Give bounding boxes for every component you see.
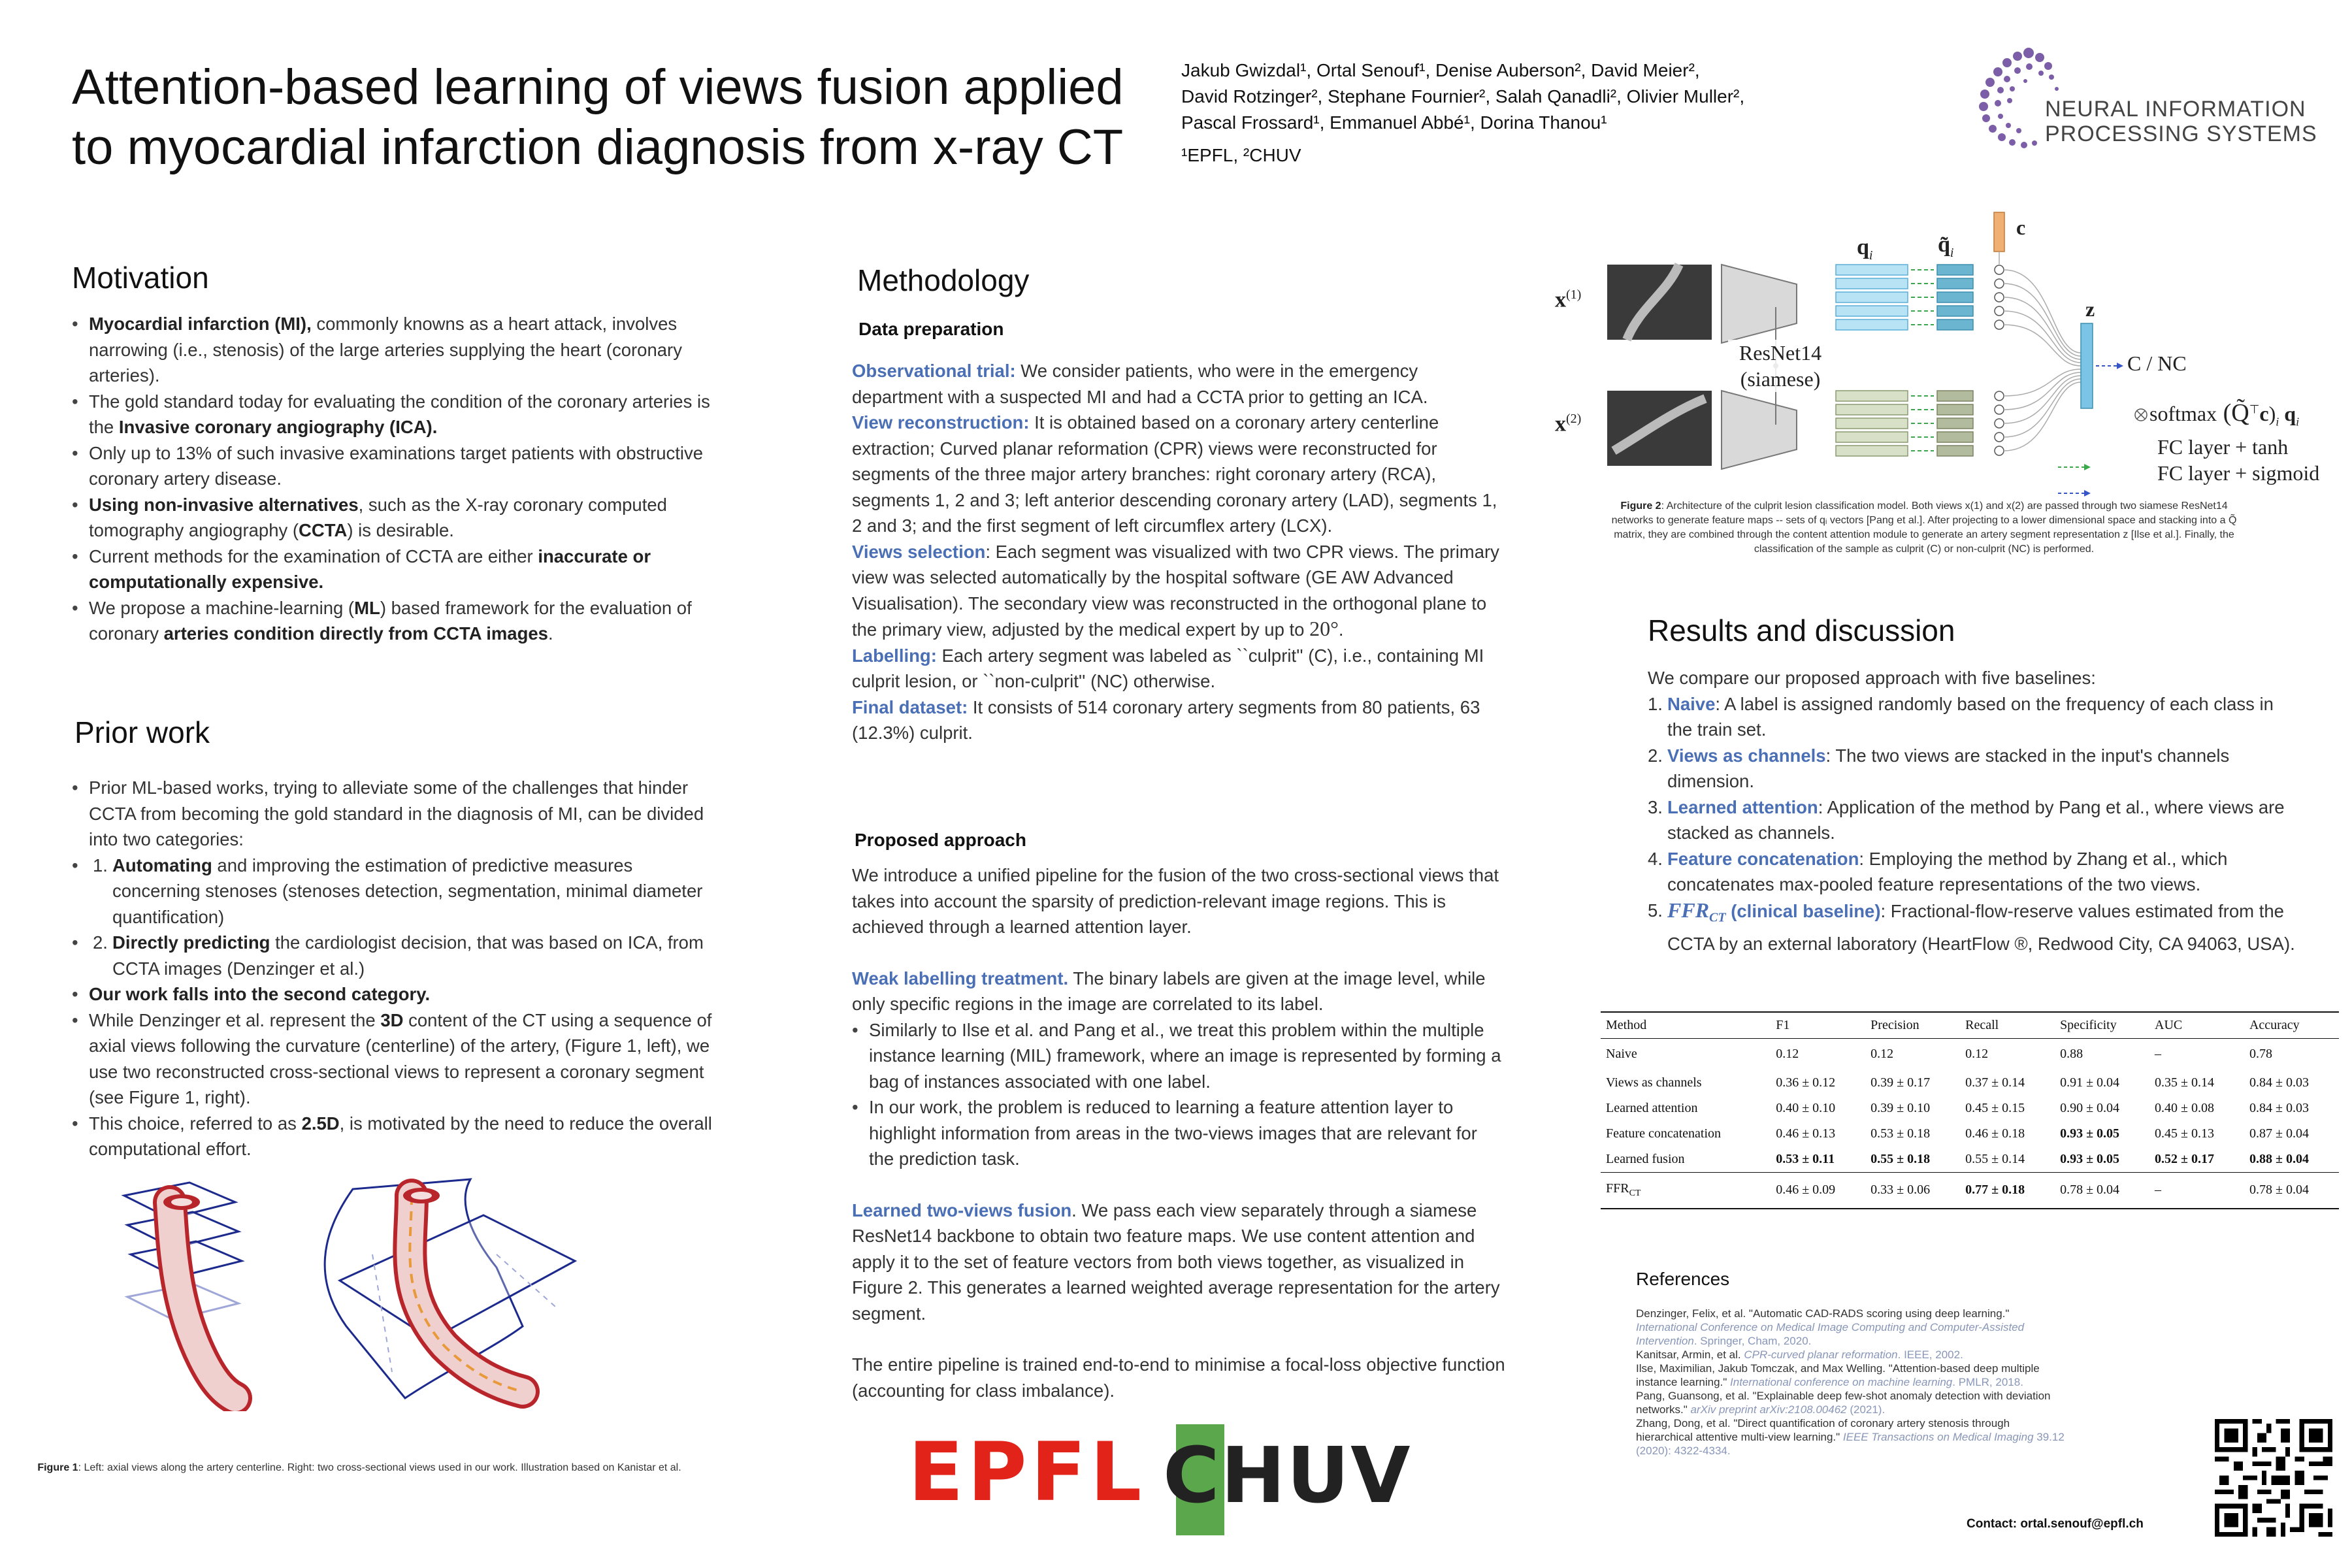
text: the cardiologist decision, that was based on ICA, from CCTA images (Denzinger et al.) bbox=[112, 932, 704, 979]
references-list bbox=[1636, 1307, 2067, 1458]
keyword: 2.5D bbox=[301, 1113, 340, 1134]
item-number: 2. bbox=[1648, 745, 1663, 766]
figure1-illustration bbox=[105, 1176, 679, 1411]
keyword: inaccurate or computationally expensive. bbox=[89, 546, 651, 592]
data-preparation-text bbox=[852, 358, 1505, 746]
input-view1-image bbox=[1607, 265, 1712, 340]
table-cell: 0.53 ± 0.11 bbox=[1776, 1151, 1835, 1166]
paragraph: We introduce a unified pipeline for the fusion of the two cross-sectional views that takes into account the sparsity of prediction-relevant image regions. This is achieved through a learned attention layer. bbox=[852, 865, 1499, 937]
paragraph bbox=[852, 539, 1505, 643]
list-item bbox=[72, 492, 725, 544]
text: Each artery segment was labeled as ``culprit'' (C), i.e., containing MI culprit lesion, or ``non-culprit'' (NC) otherwise. bbox=[852, 645, 1484, 691]
table-cell: Naive bbox=[1606, 1047, 1637, 1062]
item-number: • 2. bbox=[93, 932, 108, 953]
proposed-approach-text bbox=[852, 862, 1505, 1403]
prior-work-section bbox=[72, 775, 725, 1162]
list-item bbox=[852, 1094, 1505, 1172]
table-cell: 0.35 ± 0.14 bbox=[2155, 1075, 2214, 1090]
paragraph bbox=[852, 410, 1505, 539]
backbone-name: ResNet14 bbox=[1739, 341, 1822, 365]
table-cell: 0.93 ± 0.05 bbox=[2060, 1126, 2120, 1141]
reference-item bbox=[1636, 1307, 2067, 1348]
legend-fc-tanh: FC layer + tanh bbox=[2157, 435, 2289, 459]
table-cell: 0.52 ± 0.17 bbox=[2155, 1151, 2214, 1166]
keyword: Directly predicting bbox=[112, 932, 270, 953]
list-item bbox=[72, 1111, 725, 1162]
label-c: c bbox=[2016, 216, 2026, 239]
neurips-logo-text bbox=[2045, 97, 2317, 146]
table-header-cell: Method bbox=[1606, 1018, 1647, 1032]
label-output: C / NC bbox=[2127, 351, 2187, 375]
text: It is obtained based on a coronary artery centerline extraction; Curved planar reformation (CPR) views were reconstructed for segments of the three major artery branches: right coronary artery (RCA), segments 1, 2 and 3; left anterior descending coronary artery (LAD), segments 1, 2 and 3; and the first segment of left circumflex artery (LCX). bbox=[852, 412, 1497, 536]
table-cell: 0.12 bbox=[1965, 1047, 1989, 1062]
table-cell: 0.36 ± 0.12 bbox=[1776, 1075, 1836, 1090]
c-vector bbox=[1994, 212, 2004, 252]
table-cell: 0.87 ± 0.04 bbox=[2249, 1126, 2309, 1141]
text: . bbox=[547, 623, 553, 644]
z-vector bbox=[2081, 323, 2093, 408]
prior-work-heading: Prior work bbox=[74, 715, 210, 749]
item-number: • 1. bbox=[93, 855, 108, 875]
label-z: z bbox=[2085, 297, 2095, 321]
method-sub: CT bbox=[1629, 1188, 1641, 1199]
list-item bbox=[72, 311, 725, 389]
table-cell: 0.84 ± 0.03 bbox=[2249, 1100, 2309, 1115]
ref-venue: CPR-curved planar reformation bbox=[1744, 1348, 1898, 1361]
table-cell: 0.88 ± 0.04 bbox=[2249, 1151, 2309, 1166]
poster-title: Attention-based learning of views fusion applied to myocardial infarction diagnosis from x-ray CT bbox=[72, 59, 1124, 175]
motivation-heading: Motivation bbox=[72, 261, 209, 295]
table-row bbox=[1601, 1070, 2339, 1096]
ref-venue: arXiv preprint arXiv:2108.00462 bbox=[1690, 1403, 1847, 1416]
ref-year: 39.12 (2020): 4322-4334. bbox=[1636, 1431, 2065, 1457]
q-vectors-view2 bbox=[1836, 391, 1908, 456]
keyword: Final dataset: bbox=[852, 696, 968, 717]
paragraph bbox=[852, 643, 1505, 694]
text: While Denzinger et al. represent the bbox=[89, 1009, 381, 1030]
table-cell: 0.91 ± 0.04 bbox=[2060, 1075, 2120, 1090]
paragraph bbox=[852, 1198, 1505, 1327]
keyword: Learned attention bbox=[1667, 796, 1818, 817]
text: : A label is assigned randomly based on the frequency of each class in the train set. bbox=[1667, 693, 2274, 740]
figure2-caption bbox=[1607, 499, 2241, 557]
qtilde-view1 bbox=[1937, 265, 1973, 330]
text: We propose a machine-learning ( bbox=[89, 597, 355, 618]
label-x1 bbox=[1555, 287, 1581, 312]
table-cell: 0.78 bbox=[2249, 1047, 2272, 1062]
attention-nodes bbox=[1995, 265, 2004, 455]
keyword-sub: CT bbox=[1709, 910, 1726, 924]
ref-year: . PMLR, 2018. bbox=[1952, 1376, 2023, 1388]
text: ) is desirable. bbox=[347, 520, 454, 540]
author-line: Pascal Frossard¹, Emmanuel Abbé¹, Dorina Thanou¹ bbox=[1181, 112, 1607, 133]
numbered-item bbox=[1627, 846, 2301, 898]
ref-text: Zhang, Dong, et al. "Direct quantification of coronary artery stenosis through hierarchical attentive multi-view learning." bbox=[1636, 1417, 2010, 1443]
keyword: Myocardial infarction (MI), bbox=[89, 314, 312, 334]
caption-text: : Architecture of the culprit lesion classification model. Both views x(1) and x(2) are passed through two siamese ResNet14 networks to generate feature maps -- sets of qᵢ vectors [Pang et al.]. After projecting to a lower dimensional space and stacking into a Q̃ matrix, they are combined through the content attention module to generate an artery segment representation z [Ilse et al.]. Finally, the classification of the sample as culprit (C) or non-culprit (NC) is performed. bbox=[1611, 500, 2237, 555]
table-cell: 0.12 bbox=[1776, 1047, 1799, 1062]
table-cell: 0.45 ± 0.13 bbox=[2155, 1126, 2214, 1141]
keyword: View reconstruction: bbox=[852, 412, 1030, 433]
subscript: i bbox=[1869, 248, 1873, 263]
list-item bbox=[72, 595, 725, 647]
table-cell: – bbox=[2155, 1047, 2162, 1062]
numbered-item bbox=[1627, 898, 2301, 957]
table-row bbox=[1601, 1147, 2339, 1173]
keyword: Using non-invasive alternatives bbox=[89, 494, 359, 515]
text: , such as the X-ray coronary computed tomography angiography ( bbox=[89, 494, 667, 540]
ref-text: Denzinger, Felix, et al. "Automatic CAD-RADS scoring using deep learning." bbox=[1636, 1307, 2010, 1320]
list-item bbox=[72, 1007, 725, 1111]
keyword: Views selection bbox=[852, 541, 986, 562]
reference-item bbox=[1636, 1348, 2067, 1362]
caption-label: Figure 2 bbox=[1620, 500, 1661, 512]
table-row bbox=[1601, 1039, 2339, 1070]
table-header-cell: AUC bbox=[2155, 1018, 2183, 1032]
item-number: 5. bbox=[1648, 900, 1663, 921]
table-cell: 0.93 ± 0.05 bbox=[2060, 1151, 2120, 1166]
table-header-cell: Precision bbox=[1870, 1018, 1919, 1032]
backbone-note: (siamese) bbox=[1740, 367, 1821, 391]
legend-fc-sigmoid: FC layer + sigmoid bbox=[2157, 461, 2320, 485]
text: This choice, referred to as bbox=[89, 1113, 302, 1134]
list-item bbox=[72, 775, 725, 981]
text: Only up to 13% of such invasive examinations target patients with obstructive coronary artery disease. bbox=[89, 442, 704, 489]
keyword: Labelling: bbox=[852, 645, 937, 666]
qr-code-icon[interactable] bbox=[2215, 1419, 2332, 1537]
text: It consists of 514 coronary artery segments from 80 patients, 63 (12.3%) culprit. bbox=[852, 696, 1480, 743]
ref-year: . Springer, Cham, 2020. bbox=[1693, 1335, 1812, 1347]
keyword: arteries condition directly from CCTA images bbox=[163, 623, 548, 644]
method-name: FFR bbox=[1606, 1181, 1629, 1196]
numbered-item bbox=[1627, 691, 2301, 743]
numbered-item bbox=[1627, 794, 2301, 846]
text: : Fractional-flow-reserve values estimated from the CCTA by an external laboratory (HeartFlow ®, Redwood City, CA 94063, USA). bbox=[1667, 900, 2295, 954]
table-cell: Learned fusion bbox=[1606, 1151, 1685, 1166]
table-cell: 0.55 ± 0.18 bbox=[1870, 1151, 1931, 1166]
table-cell: 0.40 ± 0.08 bbox=[2155, 1100, 2214, 1115]
text: The binary labels are given at the image level, while only specific regions in the image are correlated to its label. bbox=[852, 968, 1486, 1014]
baseline-list-item5 bbox=[1627, 898, 2301, 957]
table-cell: 0.33 ± 0.06 bbox=[1870, 1183, 1931, 1198]
text: : Application of the method by Pang et al., where views are stacked as channels. bbox=[1667, 796, 2285, 843]
item-number: 3. bbox=[1648, 796, 1663, 817]
item-number: 1. bbox=[1648, 693, 1663, 714]
table-cell: 0.90 ± 0.04 bbox=[2060, 1100, 2120, 1115]
table-cell: 0.78 ± 0.04 bbox=[2249, 1183, 2309, 1198]
keyword: 3D bbox=[380, 1009, 404, 1030]
table-cell: 0.40 ± 0.10 bbox=[1776, 1100, 1836, 1115]
ref-text: Kanitsar, Armin, et al. bbox=[1636, 1348, 1744, 1361]
table-cell: Feature concatenation bbox=[1606, 1126, 1722, 1141]
list-item bbox=[72, 440, 725, 492]
text: ) based framework for the evaluation of coronary bbox=[89, 597, 692, 644]
results-table bbox=[1601, 1011, 2339, 1209]
text: commonly knowns as a heart attack, involves narrowing (i.e., stenosis) of the large arteries supplying the heart (coronary arteries). bbox=[89, 314, 682, 385]
keyword: Weak labelling treatment. bbox=[852, 968, 1069, 988]
keyword: Invasive coronary angiography (ICA). bbox=[118, 417, 438, 437]
logo-line: NEURAL INFORMATION bbox=[2045, 97, 2306, 122]
author-list bbox=[1181, 57, 1808, 136]
table-body bbox=[1601, 1039, 2339, 1209]
contact-email[interactable]: Contact: ortal.senouf@epfl.ch bbox=[1967, 1517, 2144, 1531]
paragraph: The entire pipeline is trained end-to-end to minimise a focal-loss objective function (accounting for class imbalance). bbox=[852, 1354, 1505, 1401]
keyword: ML bbox=[354, 597, 380, 618]
paragraph bbox=[852, 966, 1505, 1017]
label-q bbox=[1857, 235, 1872, 263]
keyword: (clinical baseline) bbox=[1725, 900, 1881, 921]
text: Prior ML-based works, trying to alleviate some of the challenges that hinder CCTA from becoming the gold standard in the diagnosis of MI, can be divided into two categories: bbox=[89, 777, 704, 849]
table-cell: 0.39 ± 0.17 bbox=[1870, 1075, 1931, 1090]
resnet-encoder1 bbox=[1722, 265, 1797, 343]
table-header-cell: Recall bbox=[1965, 1018, 1999, 1032]
table-cell: 0.46 ± 0.13 bbox=[1776, 1126, 1836, 1141]
affiliations: ¹EPFL, ²CHUV bbox=[1181, 145, 1301, 165]
table-cell: Learned attention bbox=[1606, 1100, 1698, 1115]
qtilde-view2 bbox=[1937, 391, 1973, 456]
keyword: CCTA bbox=[299, 520, 348, 540]
keyword: Automating bbox=[112, 855, 212, 875]
table-row bbox=[1601, 1121, 2339, 1147]
keyword: Views as channels bbox=[1667, 745, 1826, 766]
list-item bbox=[72, 389, 725, 440]
table-cell: 0.77 ± 0.18 bbox=[1965, 1183, 2025, 1198]
list-item bbox=[852, 1017, 1505, 1095]
legend-text: softmax bbox=[2149, 402, 2217, 425]
logo-line: PROCESSING SYSTEMS bbox=[2045, 122, 2317, 146]
text: Similarly to Ilse et al. and Pang et al., we treat this problem within the multiple instance learning (MIL) framework, where an image is represented by forming a bag of instances associated with one label. bbox=[869, 1019, 1501, 1092]
label-qtilde bbox=[1938, 233, 1953, 261]
keyword: Learned two-views fusion bbox=[852, 1200, 1072, 1220]
text: content of the CT using a sequence of axial views following the curvature (centerline) of the artery, (Figure 1, left), we use two reconstructed cross-sectional views to represent a coronary segment (see Figure 1, right). bbox=[89, 1009, 712, 1107]
subscript: i bbox=[1950, 245, 1954, 260]
table-cell: 0.46 ± 0.09 bbox=[1776, 1183, 1836, 1198]
table-row bbox=[1601, 1096, 2339, 1121]
text: In our work, the problem is reduced to learning a feature attention layer to highlight information from areas in the two-views images that are relevant for the prediction task. bbox=[869, 1097, 1477, 1169]
numbered-item bbox=[72, 853, 725, 930]
figure1-caption bbox=[33, 1461, 686, 1475]
data-preparation-heading: Data preparation bbox=[858, 319, 1004, 339]
methodology-heading: Methodology bbox=[857, 263, 1030, 297]
symbol: q̃ bbox=[1938, 233, 1950, 257]
text: and improving the estimation of predictive measures concerning stenoses (stenoses detection, segmentation, minimal diameter quantification) bbox=[112, 855, 703, 927]
keyword: Feature concatenation bbox=[1667, 848, 1859, 869]
list-item bbox=[72, 981, 725, 1007]
paragraph bbox=[852, 358, 1505, 410]
table-cell: 0.46 ± 0.18 bbox=[1965, 1126, 2025, 1141]
table-cell: 0.45 ± 0.15 bbox=[1965, 1100, 2025, 1115]
table-cell: – bbox=[2155, 1183, 2162, 1198]
superscript: (1) bbox=[1566, 287, 1582, 302]
keyword: FFR bbox=[1667, 898, 1710, 922]
text: Current methods for the examination of CCTA are either bbox=[89, 546, 538, 566]
ref-year: (2021). bbox=[1846, 1403, 1886, 1416]
table-header-row bbox=[1601, 1012, 2339, 1039]
keyword: Our work falls into the second category. bbox=[89, 984, 431, 1004]
table-cell: 0.84 ± 0.03 bbox=[2249, 1075, 2309, 1090]
ref-venue: IEEE Transactions on Medical Imaging bbox=[1842, 1431, 2034, 1443]
text: : Each segment was visualized with two CPR views. The primary view was selected automatically by the hospital software (GE AW Advanced Visualisation). The secondary view was reconstructed in the orthogonal plane to the primary view, adjusted by the medical expert by up to bbox=[852, 541, 1499, 640]
caption-text: : Left: axial views along the artery centerline. Right: two cross-sectional views used in our work. Illustration based on Kanistar et al. bbox=[78, 1462, 681, 1473]
ref-text: Pang, Guansong, et al. "Explainable deep few-shot anomaly detection with deviation networks." bbox=[1636, 1390, 2051, 1416]
table-cell: 0.53 ± 0.18 bbox=[1870, 1126, 1931, 1141]
table-cell: 0.12 bbox=[1870, 1047, 1894, 1062]
baseline-list bbox=[1627, 691, 2301, 898]
paragraph: We compare our proposed approach with five baselines: bbox=[1648, 668, 2096, 688]
table-cell: Views as channels bbox=[1606, 1075, 1702, 1090]
numbered-item bbox=[1627, 743, 2301, 794]
reference-item bbox=[1636, 1389, 2067, 1416]
results-text bbox=[1648, 665, 2301, 956]
reference-item bbox=[1636, 1362, 2067, 1389]
superscript: (2) bbox=[1566, 412, 1582, 426]
table-header-cell: F1 bbox=[1776, 1018, 1790, 1032]
resnet-encoder2 bbox=[1722, 391, 1797, 469]
text: . bbox=[1338, 619, 1344, 640]
text: : Employing the method by Zhang et al., which concatenates max-pooled feature representations of the two views. bbox=[1667, 848, 2228, 894]
epfl-logo: EPFL bbox=[908, 1426, 1146, 1520]
table-header-cell: Accuracy bbox=[2249, 1018, 2300, 1032]
text: The gold standard today for evaluating the condition of the coronary arteries is the bbox=[89, 391, 710, 437]
fc-tanh-arrows bbox=[1911, 270, 1934, 451]
text: We consider patients, who were in the emergency department with a suspected MI and had a CCTA prior to getting an ICA. bbox=[852, 361, 1428, 407]
q-vectors-view1 bbox=[1836, 265, 1908, 330]
text: . We pass each view separately through a siamese ResNet14 backbone to obtain two feature maps. We use content attention and apply it to the set of feature vectors from both views together, as visualized in Figure 2. This generates a learned weighted average representation for the artery segment. bbox=[852, 1200, 1500, 1324]
results-heading: Results and discussion bbox=[1648, 613, 1955, 647]
text: , is motivated by the need to reduce the overall computational effort. bbox=[89, 1113, 712, 1159]
table-cell: 0.88 bbox=[2060, 1047, 2083, 1062]
keyword: Naive bbox=[1667, 693, 1716, 714]
label-x2 bbox=[1555, 412, 1581, 436]
paragraph bbox=[852, 694, 1505, 746]
backbone-label bbox=[1728, 340, 1833, 392]
keyword: Observational trial: bbox=[852, 361, 1016, 381]
table-cell: 0.78 ± 0.04 bbox=[2060, 1183, 2120, 1198]
ref-venue: International conference on machine learning bbox=[1730, 1376, 1953, 1388]
references-heading: References bbox=[1636, 1269, 1730, 1289]
symbol: q bbox=[1857, 235, 1869, 259]
table-row-ffr bbox=[1601, 1172, 2339, 1209]
text: : The two views are stacked in the input's channels dimension. bbox=[1667, 745, 2230, 791]
list-item bbox=[72, 544, 725, 595]
numbered-item bbox=[72, 930, 725, 981]
table-cell bbox=[1601, 1172, 1771, 1209]
motivation-section bbox=[72, 311, 725, 647]
chuv-logo: CHUV bbox=[1163, 1430, 1412, 1520]
reference-item bbox=[1636, 1416, 2067, 1458]
attention-links bbox=[1999, 252, 2081, 451]
ref-year: . IEEE, 2002. bbox=[1897, 1348, 1963, 1361]
symbol: x bbox=[1555, 412, 1566, 436]
table-cell: 0.39 ± 0.10 bbox=[1870, 1100, 1931, 1115]
ref-venue: International Conference on Medical Image Computing and Computer-Assisted Intervention bbox=[1636, 1321, 2025, 1347]
table-cell: 0.37 ± 0.14 bbox=[1965, 1075, 2025, 1090]
author-line: David Rotzinger², Stephane Fournier², Salah Qanadli², Olivier Muller², bbox=[1181, 86, 1745, 106]
legend-softmax: softmax $(Q̃^⊤c)_i$ $q_i$ bbox=[2149, 399, 2300, 429]
table-header-cell: Specificity bbox=[2060, 1018, 2117, 1032]
symbol: x bbox=[1555, 287, 1566, 312]
ref-text: Ilse, Maximilian, Jakub Tomczak, and Max Welling. "Attention-based deep multiple instance learning." bbox=[1636, 1362, 2040, 1388]
degree-value: 20° bbox=[1309, 617, 1339, 640]
item-number: 4. bbox=[1648, 848, 1663, 869]
proposed-approach-heading: Proposed approach bbox=[855, 830, 1026, 850]
author-line: Jakub Gwizdal¹, Ortal Senouf¹, Denise Auberson², David Meier², bbox=[1181, 60, 1700, 80]
table-cell: 0.55 ± 0.14 bbox=[1965, 1151, 2025, 1166]
caption-label: Figure 1 bbox=[37, 1462, 78, 1473]
